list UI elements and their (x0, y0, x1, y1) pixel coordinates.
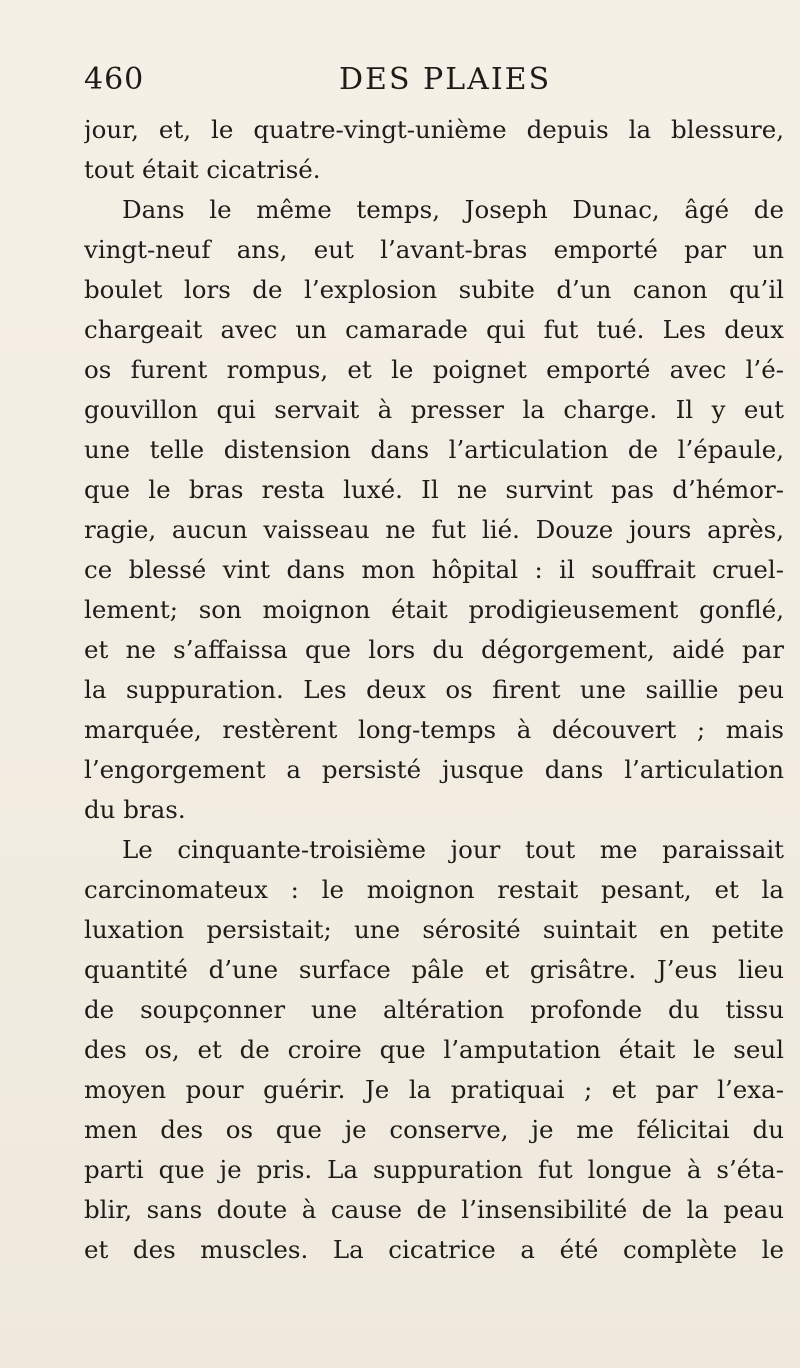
text-line: boulet lors de l’explosion subite d’un canon qu’il (84, 275, 784, 304)
text-line: blir, sans doute à cause de l’insensibilité de la peau (84, 1195, 784, 1224)
text-line: l’engorgement a persisté jusque dans l’articulation (84, 755, 784, 784)
text-line: ce blessé vint dans mon hôpital : il souffrait cruel- (84, 555, 784, 584)
text-line: parti que je pris. La suppuration fut longue à s’éta- (84, 1155, 784, 1184)
text-line: et des muscles. La cicatrice a été complète le (84, 1235, 784, 1264)
text-line: lement; son moignon était prodigieusement gonflé, (84, 595, 784, 624)
text-line: des os, et de croire que l’amputation était le seul (84, 1035, 784, 1064)
text-line: ragie, aucun vaisseau ne fut lié. Douze jours après, (84, 515, 784, 544)
text-line: vingt-neuf ans, eut l’avant-bras emporté par un (84, 235, 784, 264)
text-line: carcinomateux : le moignon restait pesant, et la (84, 875, 784, 904)
text-line: moyen pour guérir. Je la pratiquai ; et par l’exa- (84, 1075, 784, 1104)
text-line: marquée, restèrent long-temps à découvert ; mais (84, 715, 784, 744)
text-line: men des os que je conserve, je me félicitai du (84, 1115, 784, 1144)
text-line: jour, et, le quatre-vingt-unième depuis la blessure, (84, 115, 784, 144)
text-line: os furent rompus, et le poignet emporté avec l’é- (84, 355, 784, 384)
text-line: luxation persistait; une sérosité suintait en petite (84, 915, 784, 944)
text-line: Dans le même temps, Joseph Dunac, âgé de (122, 195, 784, 224)
text-line: une telle distension dans l’articulation de l’épaule, (84, 435, 784, 464)
text-line: Le cinquante-troisième jour tout me paraissait (122, 835, 784, 864)
running-title: DES PLAIES (339, 62, 552, 97)
text-line: de soupçonner une altération profonde du tissu (84, 995, 784, 1024)
text-line: la suppuration. Les deux os firent une saillie peu (84, 675, 784, 704)
text-line: tout était cicatrisé. (84, 155, 321, 184)
page-header (84, 62, 784, 102)
text-line: que le bras resta luxé. Il ne survint pas d’hémor- (84, 475, 784, 504)
text-line: gouvillon qui servait à presser la charge. Il y eut (84, 395, 784, 424)
body-text (84, 110, 784, 1270)
text-line: du bras. (84, 795, 186, 824)
text-line: quantité d’une surface pâle et grisâtre. J’eus lieu (84, 955, 784, 984)
page-number: 460 (84, 62, 145, 97)
text-line: et ne s’affaissa que lors du dégorgement, aidé par (84, 635, 784, 664)
text-line: chargeait avec un camarade qui fut tué. Les deux (84, 315, 784, 344)
